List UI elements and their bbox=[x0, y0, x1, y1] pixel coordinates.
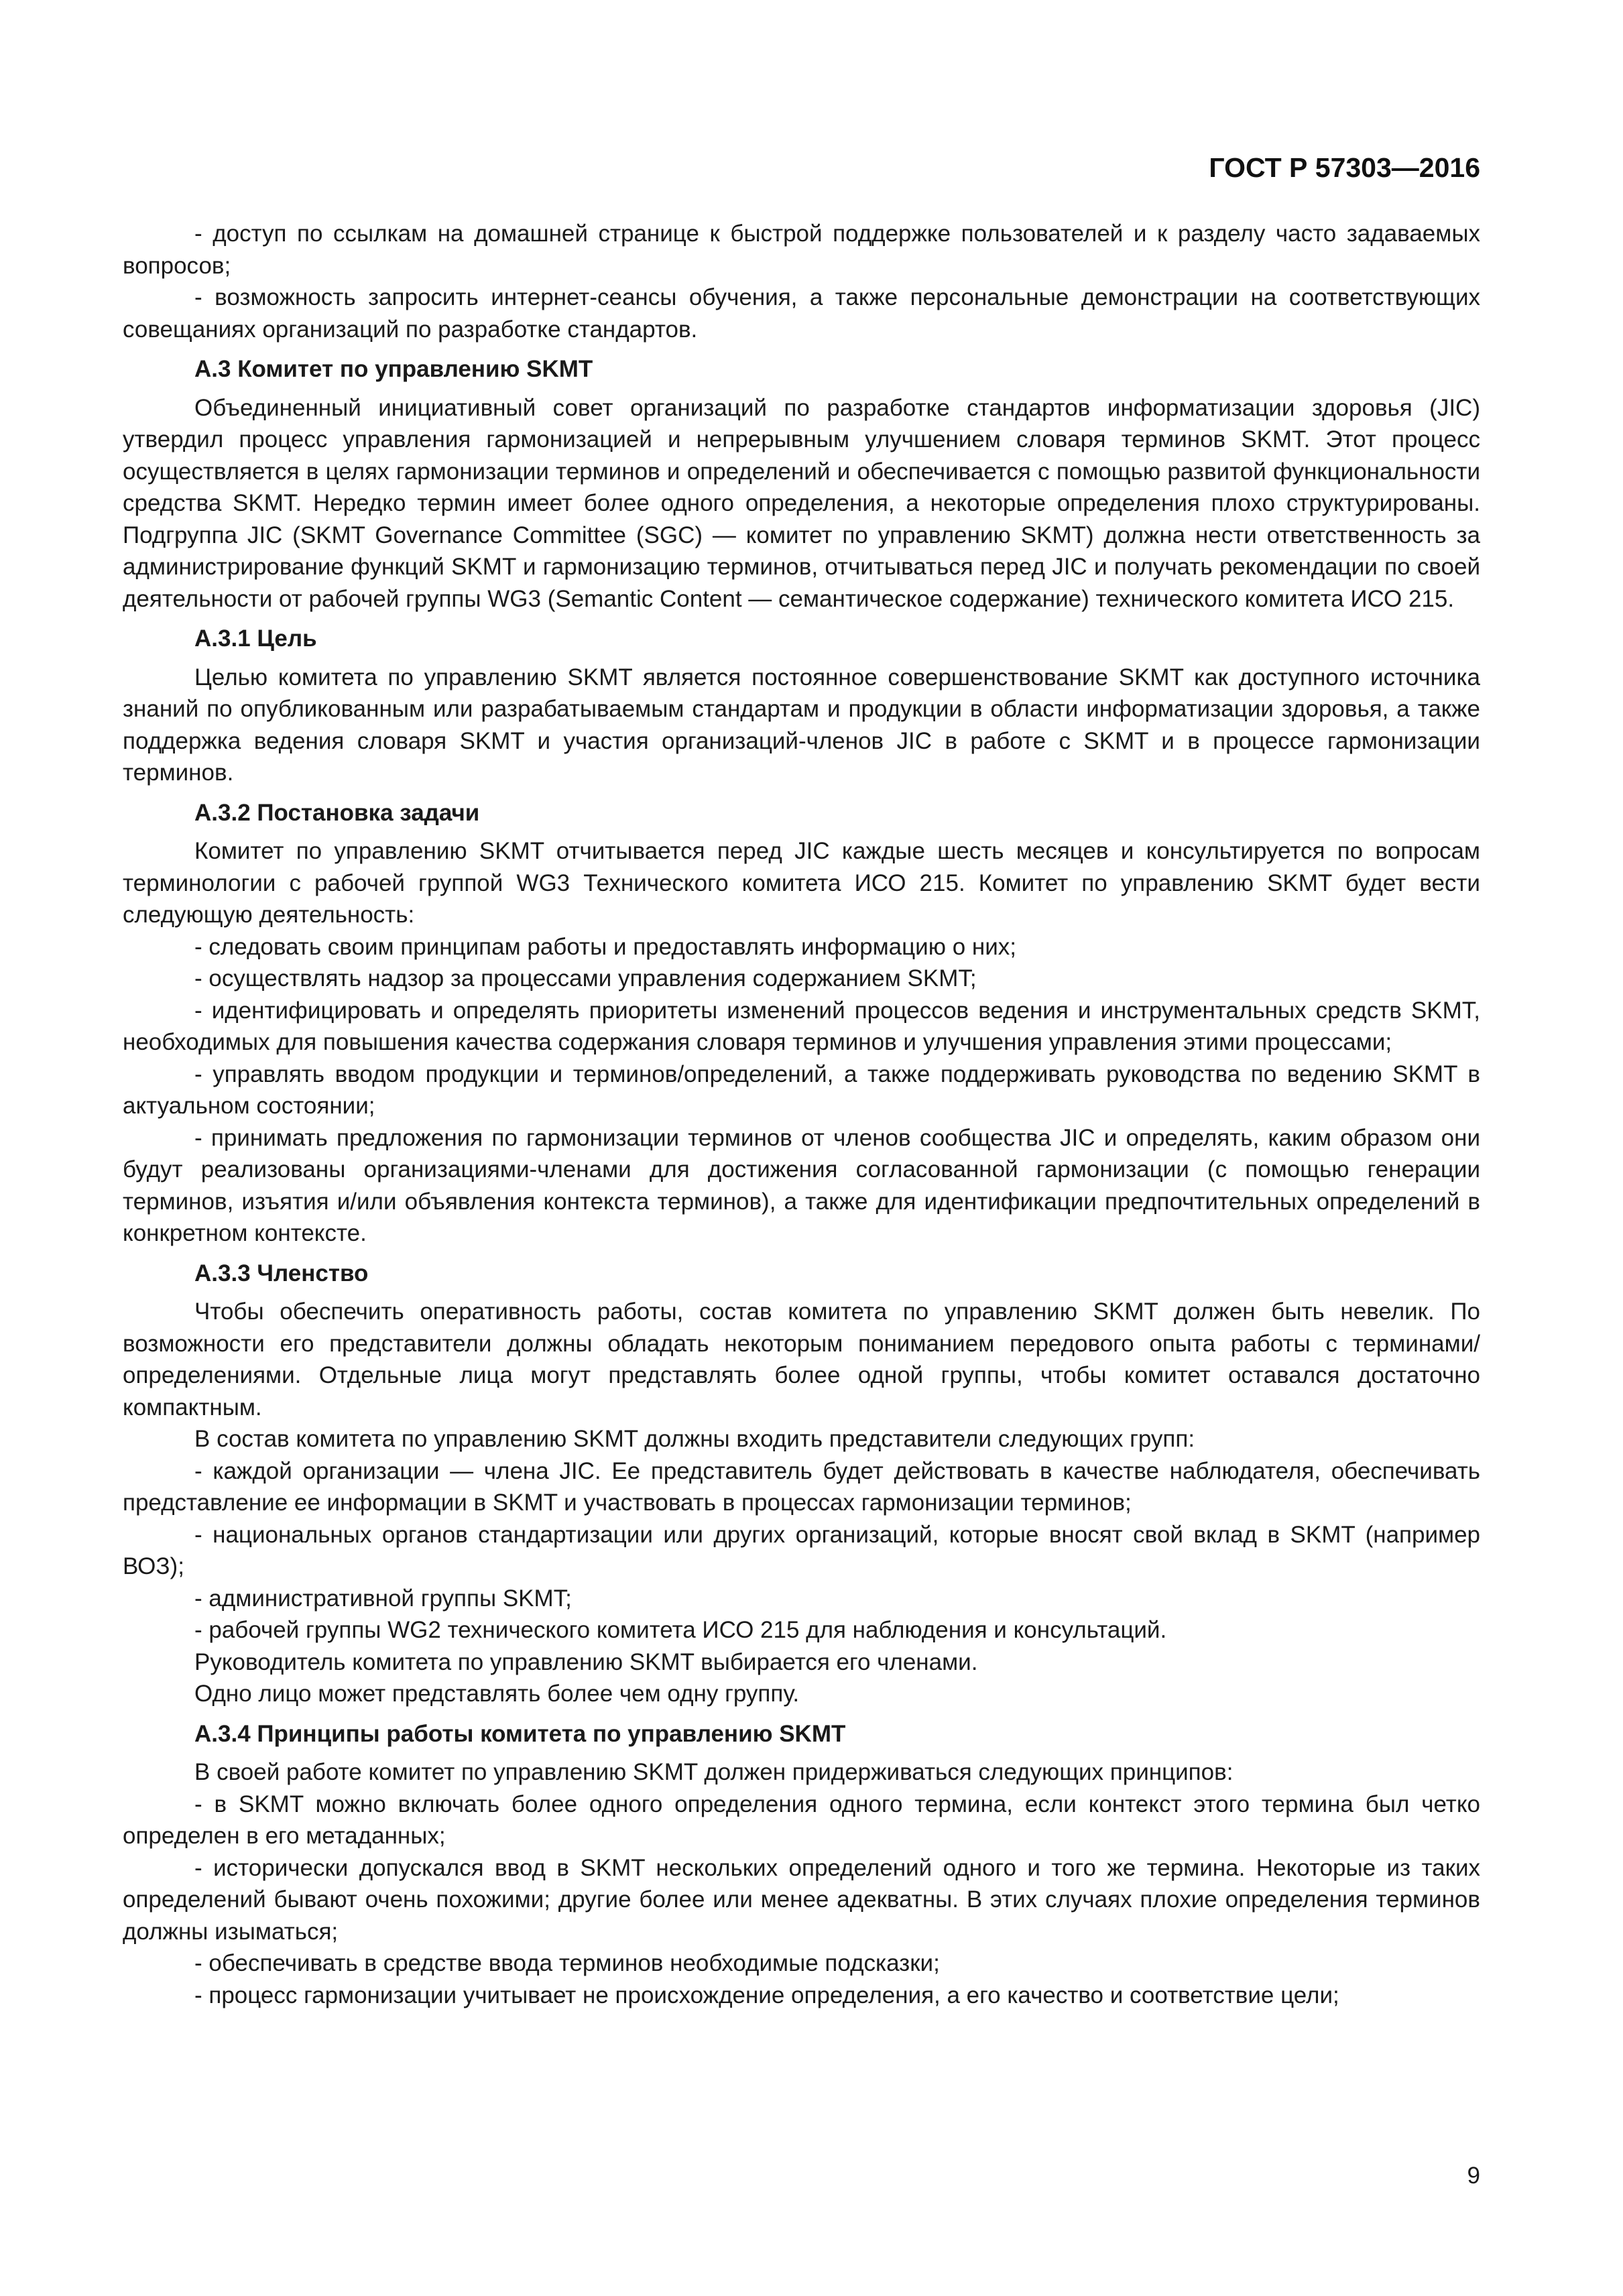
paragraph: - осуществлять надзор за процессами управления содержанием SKMT; bbox=[194, 965, 977, 991]
document-body bbox=[123, 218, 1480, 2011]
paragraph: - каждой организации — члена JIC. Ее представитель будет действовать в качестве наблюдателя, обеспечивать представление ее информации в SKMT и участвовать в процессах гармонизации терминов; bbox=[123, 1457, 1480, 1516]
paragraph: - административной группы SKMT; bbox=[194, 1585, 572, 1612]
section-heading: А.3.4 Принципы работы комитета по управлению SKMT bbox=[194, 1720, 846, 1747]
paragraph: - обеспечивать в средстве ввода терминов необходимые подсказки; bbox=[194, 1950, 940, 1976]
paragraph: Чтобы обеспечить оперативность работы, состав комитета по управлению SKMT должен быть невелик. По возможности его представители должны обладать некоторым пониманием передового опыта работы с терминами/определениями. Отдельные лица могут представлять более одной группы, чтобы комитет оставался достаточно компактным. bbox=[123, 1298, 1480, 1421]
paragraph: - национальных органов стандартизации или других организаций, которые вносят свой вклад в SKMT (например ВОЗ); bbox=[123, 1521, 1480, 1579]
section-heading: А.3.1 Цель bbox=[194, 625, 317, 652]
page-number: 9 bbox=[1467, 2163, 1480, 2189]
paragraph: - принимать предложения по гармонизации терминов от членов сообщества JIC и определять, каким образом они будут реализованы организациями-членами для достижения согласованной гармонизации (с помощью генерации терминов, изъятия и/или объявления контекста терминов), а также для идентификации предпочтительных определений в конкретном контексте. bbox=[123, 1124, 1480, 1246]
paragraph: В своей работе комитет по управлению SKMT должен придерживаться следующих принципов: bbox=[194, 1759, 1234, 1785]
paragraph: Одно лицо может представлять более чем одну группу. bbox=[194, 1681, 800, 1707]
paragraph: - процесс гармонизации учитывает не происхождение определения, а его качество и соответствие цели; bbox=[194, 1982, 1339, 2008]
paragraph: - управлять вводом продукции и терминов/определений, а также поддерживать руководства по ведению SKMT в актуальном состоянии; bbox=[123, 1061, 1480, 1119]
paragraph: Комитет по управлению SKMT отчитывается перед JIC каждые шесть месяцев и консультируется по вопросам терминологии с рабочей группой WG3 Технического комитета ИСО 215. Комитет по управлению SKMT будет вести следующую деятельность: bbox=[123, 838, 1480, 928]
section-heading: А.3.3 Членство bbox=[194, 1260, 369, 1286]
paragraph: - доступ по ссылкам на домашней странице к быстрой поддержке пользователей и к разделу часто задаваемых вопросов; bbox=[123, 221, 1480, 279]
paragraph: - возможность запросить интернет-сеансы обучения, а также персональные демонстрации на соответствующих совещаниях организаций по разработке стандартов. bbox=[123, 284, 1480, 343]
paragraph: В состав комитета по управлению SKMT должны входить представители следующих групп: bbox=[194, 1426, 1195, 1452]
paragraph: - рабочей группы WG2 технического комитета ИСО 215 для наблюдения и консультаций. bbox=[194, 1617, 1167, 1643]
paragraph: Руководитель комитета по управлению SKMT выбирается его членами. bbox=[194, 1648, 978, 1675]
paragraph: - в SKMT можно включать более одного определения одного термина, если контекст этого термина был четко определен в его метаданных; bbox=[123, 1791, 1480, 1849]
paragraph: - следовать своим принципам работы и предоставлять информацию о них; bbox=[194, 933, 1016, 960]
section-heading: А.3.2 Постановка задачи bbox=[194, 799, 480, 826]
document-header: ГОСТ Р 57303—2016 bbox=[1209, 152, 1480, 183]
paragraph: Целью комитета по управлению SKMT является постоянное совершенствование SKMT как доступного источника знаний по опубликованным или разрабатываемым стандартам и продукции в области информатизации здоровья, а также поддержка ведения словаря SKMT и участия организаций-членов JIC в работе с SKMT и в процессе гармонизации терминов. bbox=[123, 664, 1480, 786]
paragraph: - исторически допускался ввод в SKMT нескольких определений одного и того же термина. Некоторые из таких определений бывают очень похожими; другие более или менее адекватны. В этих случаях плохие определения терминов должны изыматься; bbox=[123, 1854, 1480, 1945]
paragraph: - идентифицировать и определять приоритеты изменений процессов ведения и инструментальных средств SKMT, необходимых для повышения качества содержания словаря терминов и улучшения управления этими процессами; bbox=[123, 997, 1480, 1055]
paragraph: Объединенный инициативный совет организаций по разработке стандартов информатизации здоровья (JIC) утвердил процесс управления гармонизацией и непрерывным улучшением словаря терминов SKMT. Этот процесс осуществляется в целях гармонизации терминов и определений и обеспечивается с помощью развитой функциональности средства SKMT. Нередко термин имеет более одного определения, а некоторые определения плохо структурированы. Подгруппа JIC (SKMT Governance Committee (SGC) — комитет по управлению SKMT) должна нести ответственность за администрирование функций SKMT и гармонизацию терминов, отчитываться перед JIC и получать рекомендации по своей деятельности от рабочей группы WG3 (Semantic Content — семантическое содержание) технического комитета ИСО 215. bbox=[123, 394, 1480, 612]
section-heading: А.3 Комитет по управлению SKMT bbox=[194, 356, 593, 382]
